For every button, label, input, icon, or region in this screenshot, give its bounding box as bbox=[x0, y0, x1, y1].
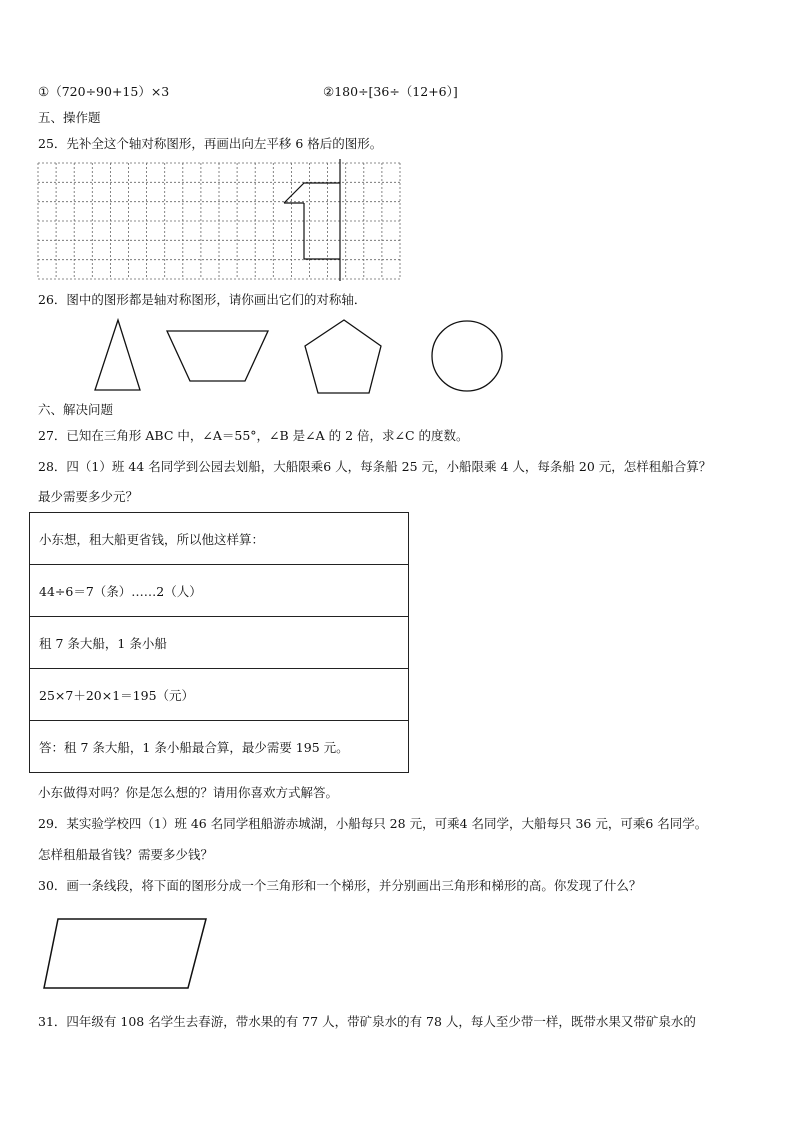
q26-shapes bbox=[0, 314, 794, 400]
expression-2: ②180÷[36÷（12+6）] bbox=[323, 84, 458, 99]
table-row bbox=[30, 565, 409, 617]
table-cell: 租 7 条大船，1 条小船 bbox=[30, 617, 409, 669]
table-cell: 小东想，租大船更省钱，所以他这样算： bbox=[30, 513, 409, 565]
expression-1: ①（720÷90+15）×3 bbox=[38, 84, 170, 99]
table-row bbox=[30, 721, 409, 773]
circle-shape bbox=[432, 321, 502, 391]
xiaodong-solution-table bbox=[29, 512, 409, 773]
question-25: 25．先补全这个轴对称图形，再画出向左平移 6 格后的图形。 bbox=[38, 136, 383, 151]
table-cell: 44÷6＝7（条）……2（人） bbox=[30, 565, 409, 617]
question-28-line2: 最少需要多少元？ bbox=[38, 489, 139, 504]
question-30: 30．画一条线段，将下面的图形分成一个三角形和一个梯形，并分别画出三角形和梯形的高。你发现了什么？ bbox=[38, 878, 642, 893]
table-cell: 答：租 7 条大船，1 条小船最合算，最少需要 195 元。 bbox=[30, 721, 409, 773]
q25-grid-figure bbox=[38, 163, 400, 281]
table-row bbox=[30, 669, 409, 721]
pentagon-shape bbox=[305, 320, 381, 393]
section-heading-operations: 五、操作题 bbox=[38, 110, 101, 125]
question-31: 31．四年级有 108 名学生去春游，带水果的有 77 人，带矿泉水的有 78 人，每人至少带一样，既带水果又带矿泉水的 bbox=[38, 1014, 696, 1029]
question-28-follow-up: 小东做得对吗？你是怎么想的？请用你喜欢方式解答。 bbox=[38, 785, 339, 800]
trapezoid-shape bbox=[167, 331, 268, 381]
question-27: 27．已知在三角形 ABC 中，∠A＝55°，∠B 是∠A 的 2 倍，求∠C 的度数。 bbox=[38, 428, 469, 443]
table-cell: 25×7＋20×1＝195（元） bbox=[30, 669, 409, 721]
section-heading-problems: 六、解决问题 bbox=[38, 402, 114, 417]
question-26: 26．图中的图形都是轴对称图形，请你画出它们的对称轴． bbox=[38, 292, 367, 307]
table-row bbox=[30, 513, 409, 565]
q30-parallelogram bbox=[40, 915, 212, 993]
question-29-line2: 怎样租船最省钱？需要多少钱？ bbox=[38, 847, 214, 862]
question-29-line1: 29．某实验学校四（1）班 46 名同学租船游赤城湖，小船每只 28 元，可乘4 名同学，大船每只 36 元，可乘6 名同学。 bbox=[38, 816, 708, 831]
isosceles-triangle-shape bbox=[95, 320, 140, 390]
question-28-line1: 28．四（1）班 44 名同学到公园去划船，大船限乘6 人，每条船 25 元，小船限乘 4 人，每条船 20 元，怎样租船合算？ bbox=[38, 459, 712, 474]
table-row bbox=[30, 617, 409, 669]
